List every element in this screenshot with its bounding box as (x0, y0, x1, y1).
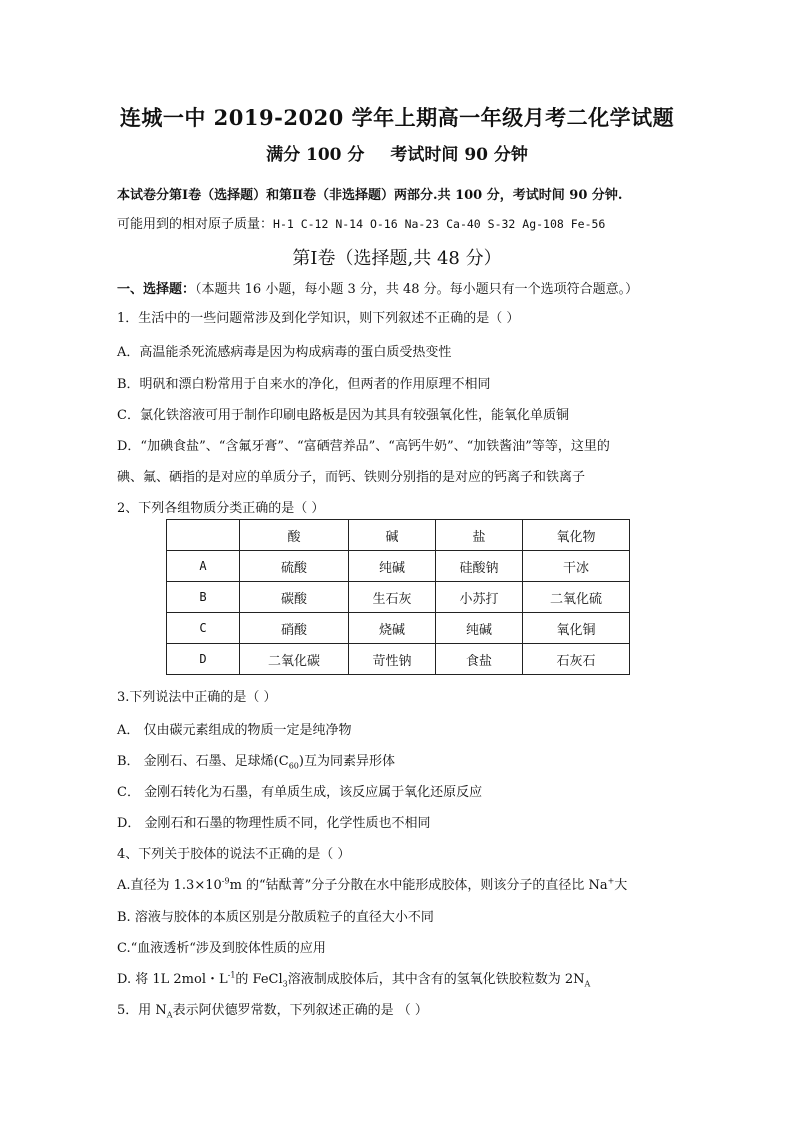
q1-stem: 1．生活中的一些问题常涉及到化学知识，则下列叙述不正确的是（ ） (117, 311, 520, 326)
atomic-mass-values: H-1 C-12 N-14 O-16 Na-23 Ca-40 S-32 Ag-108 Fe-56 (273, 217, 606, 231)
table-cell: 食盐 (436, 644, 523, 675)
table-row (167, 551, 630, 582)
table-cell: A (167, 551, 240, 582)
q4-formula-subscript: 3 (282, 979, 288, 989)
q4-avogadro-subscript: A (584, 979, 591, 989)
q3-option-d: D． 金刚石和石墨的物理性质不同，化学性质也不相同 (117, 816, 431, 831)
table-cell: D (167, 644, 240, 675)
table-row (167, 613, 630, 644)
table-header-cell: 酸 (240, 520, 349, 551)
table-cell: 烧碱 (349, 613, 436, 644)
table-cell: B (167, 582, 240, 613)
table-cell: 石灰石 (523, 644, 630, 675)
section-instruction (117, 278, 638, 297)
table-cell: 硅酸钠 (436, 551, 523, 582)
q4-option-a-text: A.直径为 1.3×10 (117, 878, 222, 893)
q3-option-a: A． 仅由碳元素组成的物质一定是纯净物 (117, 723, 352, 738)
q4-exponent: -9 (221, 876, 230, 886)
table-header-cell: 盐 (436, 520, 523, 551)
table-cell: 二氧化碳 (240, 644, 349, 675)
table-cell: 硫酸 (240, 551, 349, 582)
table-header-row (167, 520, 630, 551)
q3-option-b (117, 750, 395, 771)
q4-option-d (117, 968, 590, 989)
q1-option-b: B．明矾和漂白粉常用于自来水的净化，但两者的作用原理不相同 (117, 377, 491, 392)
table-cell: 干冰 (523, 551, 630, 582)
q4-option-d-text-mid: 的 FeCl (235, 972, 283, 987)
q4-option-d-text-mid2: 溶液制成胶体后，其中含有的氢氧化铁胶粒数为 2N (287, 972, 585, 987)
table-cell: C (167, 613, 240, 644)
table-cell: 小苏打 (436, 582, 523, 613)
q4-option-a-text-end: 大 (614, 878, 628, 893)
table-header-cell (167, 520, 240, 551)
table-header-cell: 氧化物 (523, 520, 630, 551)
q4-option-a-text-mid: m 的“钴酞菁”分子分散在水中能形成胶体，则该分子的直径比 Na (229, 878, 608, 893)
q5-stem-text-end: 表示阿伏德罗常数，下列叙述正确的是 （ ） (172, 1003, 428, 1018)
table-cell: 生石灰 (349, 582, 436, 613)
exam-subtitle (0, 140, 794, 165)
q2-stem: 2、下列各组物质分类正确的是（ ） (117, 501, 325, 516)
table-cell: 纯碱 (349, 551, 436, 582)
table-cell: 氧化铜 (523, 613, 630, 644)
atomic-mass-line (117, 213, 605, 232)
section-title: 第Ⅰ卷（选择题,共 48 分） (292, 248, 502, 269)
exam-title: 连城一中 2019-2020 学年上期高一年级月考二化学试题 (119, 105, 675, 130)
q5-stem-text: 5．用 N (117, 1003, 167, 1018)
full-marks: 满分 100 分 (266, 145, 365, 165)
table-row (167, 582, 630, 613)
table-cell: 二氧化硫 (523, 582, 630, 613)
instruction-text: （本题共 16 小题，每小题 3 分，共 48 分。每小题只有一个选项符合题意。） (195, 282, 639, 297)
q1-option-c: C．氯化铁溶液可用于制作印刷电路板是因为其具有较强氧化性，能氧化单质铜 (117, 408, 569, 423)
q1-option-a: A．高温能杀死流感病毒是因为构成病毒的蛋白质受热变性 (117, 345, 452, 360)
q4-option-a (117, 874, 627, 893)
q4-stem: 4、下列关于胶体的说法不正确的是（ ） (117, 847, 351, 862)
q3-stem: 3.下列说法中正确的是（ ） (117, 690, 277, 705)
table-cell: 苛性钠 (349, 644, 436, 675)
q5-subscript: A (166, 1010, 173, 1020)
exam-time: 考试时间 90 分钟 (390, 145, 528, 165)
classification-table (166, 519, 630, 675)
q4-option-c: C.“血液透析“涉及到胶体性质的应用 (117, 941, 326, 956)
exam-note: 本试卷分第Ⅰ卷（选择题）和第Ⅱ卷（非选择题）两部分.共 100 分，考试时间 90 分钟. (117, 188, 623, 203)
instruction-heading: 一、选择题： (117, 282, 196, 297)
q4-charge: + (607, 876, 615, 886)
q3-subscript: 60 (288, 761, 299, 771)
q5-stem (117, 999, 428, 1020)
table-cell: 纯碱 (436, 613, 523, 644)
table-cell: 硝酸 (240, 613, 349, 644)
q3-option-b-text: B． 金刚石、石墨、足球烯(C (117, 754, 289, 769)
table-cell: 碳酸 (240, 582, 349, 613)
table-header-cell: 碱 (349, 520, 436, 551)
q4-unit-exponent: -1 (227, 970, 236, 980)
q1-option-d-line2: 碘、氟、硒指的是对应的单质分子，而钙、铁则分别指的是对应的钙离子和铁离子 (117, 470, 586, 485)
q1-option-d-line1: D．“加碘食盐”、“含氟牙膏”、“富硒营养品”、“高钙牛奶”、“加铁酱油”等等，这里的 (117, 439, 610, 454)
atomic-mass-label: 可能用到的相对原子质量： (117, 217, 274, 232)
q4-option-b: B. 溶液与胶体的本质区别是分散质粒子的直径大小不同 (117, 910, 434, 925)
q3-option-c: C． 金刚石转化为石墨，有单质生成，该反应属于氧化还原反应 (117, 785, 483, 800)
table-row (167, 644, 630, 675)
q4-option-d-text: D. 将 1L 2mol・L (117, 972, 228, 987)
q3-option-b-text-end: )互为同素异形体 (298, 754, 395, 769)
